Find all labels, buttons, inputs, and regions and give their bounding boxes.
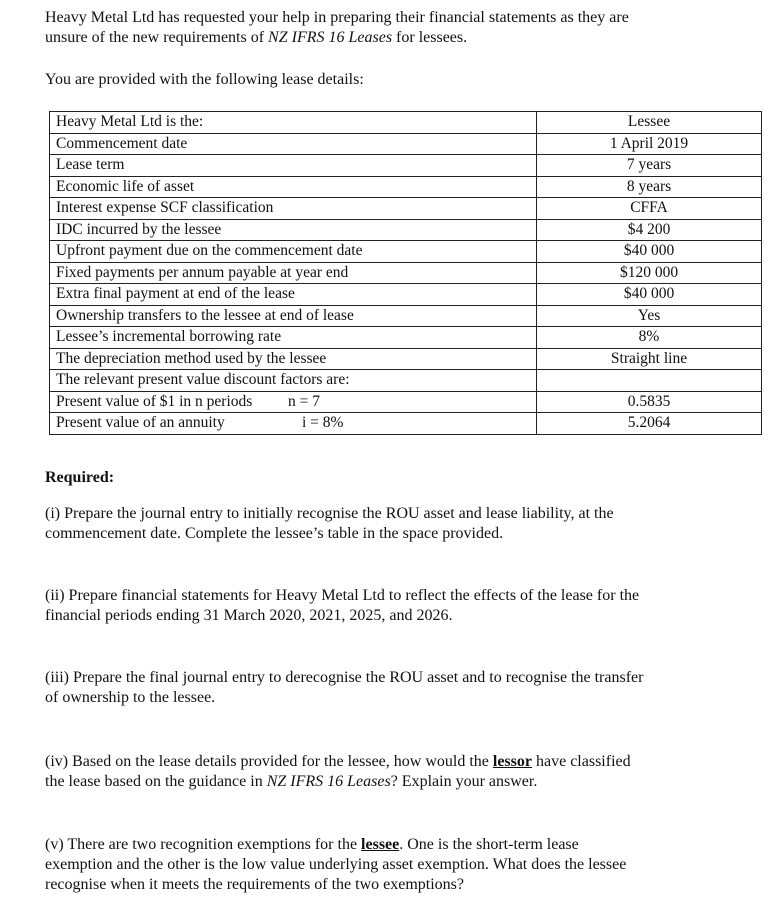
standard-name: NZ IFRS 16 Leases [268,29,393,46]
pv-factor-label-cell [50,413,537,435]
pv-factor-value: 5.2064 [537,413,762,435]
lease-detail-label: The depreciation method used by the lessee [50,348,537,370]
question-5-line-1-suffix: . One is the short-term lease [399,836,579,853]
question-5-line-1-prefix: (v) There are two recognition exemptions for the [45,836,362,853]
question-5 [45,835,745,895]
lease-table-row [50,155,762,177]
lease-table-row [50,370,762,392]
lease-detail-label: Fixed payments per annum payable at year end [50,262,537,284]
question-5-line-3: recognise when it meets the requirements of the two exemptions? [45,876,464,893]
lessor-emphasis: lessor [492,753,532,770]
lease-detail-label: Economic life of asset [50,176,537,198]
provided-text: You are provided with the following lease details: [45,71,364,88]
pv-factor-parameter: n = 7 [288,392,320,410]
pv-factor-label: Present value of $1 in n periods [56,392,253,410]
lease-detail-value: Yes [537,305,762,327]
lease-detail-label: IDC incurred by the lessee [50,219,537,241]
pv-factor-row [50,413,762,435]
intro-line-1: Heavy Metal Ltd has requested your help in preparing their financial statements as they are [45,9,629,26]
question-3-line-2: of ownership to the lessee. [45,689,216,706]
lessee-emphasis: lessee [361,836,400,853]
question-5-line-2: exemption and the other is the low value underlying asset exemption. What does the lessee [45,856,627,873]
lease-table-row [50,241,762,263]
pv-factor-label-cell [50,391,537,413]
lease-detail-value: CFFA [537,198,762,220]
lease-table-row [50,133,762,155]
lease-detail-value: Straight line [537,348,762,370]
question-2-line-1: (ii) Prepare financial statements for Heavy Metal Ltd to reflect the effects of the lease for the [45,587,640,604]
lease-table-row [50,219,762,241]
lease-detail-label: Interest expense SCF classification [50,198,537,220]
required-heading: Required: [45,469,115,486]
question-1 [45,504,745,544]
question-4-line-2-suffix: ? Explain your answer. [390,773,538,790]
lease-table-row [50,348,762,370]
question-3-line-1: (iii) Prepare the final journal entry to derecognise the ROU asset and to recognise the transfer [45,669,644,686]
question-3 [45,668,745,708]
question-2-line-2: financial periods ending 31 March 2020, 2021, 2025, and 2026. [45,607,453,624]
lease-detail-value: 8% [537,327,762,349]
question-1-line-2: commencement date. Complete the lessee’s table in the space provided. [45,525,504,542]
lease-table-row [50,262,762,284]
question-4-line-1-suffix: have classified [531,753,631,770]
question-1-line-1: (i) Prepare the journal entry to initially recognise the ROU asset and lease liability, at the [45,505,614,522]
lease-table-row [50,198,762,220]
lease-detail-value: $120 000 [537,262,762,284]
intro-line-2-suffix: for lessees. [392,29,468,46]
intro-paragraph [45,8,745,48]
lease-detail-label: The relevant present value discount factors are: [50,370,537,392]
lease-table-row [50,176,762,198]
lease-detail-label: Commencement date [50,133,537,155]
lease-detail-value: 1 April 2019 [537,133,762,155]
lease-detail-value: Lessee [537,112,762,134]
intro-line-2-prefix: unsure of the new requirements of [45,29,269,46]
lease-table-row [50,327,762,349]
lease-detail-value: $40 000 [537,241,762,263]
lease-detail-value [537,370,762,392]
lease-detail-label: Lease term [50,155,537,177]
question-4-line-2-prefix: the lease based on the guidance in [45,773,267,790]
lease-detail-value: 8 years [537,176,762,198]
standard-name: NZ IFRS 16 Leases [266,773,391,790]
question-4 [45,752,745,792]
pv-factor-label: Present value of an annuity [56,414,225,432]
lease-detail-label: Ownership transfers to the lessee at end of lease [50,305,537,327]
question-4-line-1-prefix: (iv) Based on the lease details provided for the lessee, how would the [45,753,493,770]
lease-detail-label: Extra final payment at end of the lease [50,284,537,306]
lease-detail-label: Heavy Metal Ltd is the: [50,112,537,134]
pv-factor-value: 0.5835 [537,391,762,413]
lease-details-table [49,111,762,435]
lease-detail-value: $40 000 [537,284,762,306]
question-2 [45,586,745,626]
lease-table-row [50,112,762,134]
lease-detail-value: 7 years [537,155,762,177]
pv-factor-row [50,391,762,413]
pv-factor-parameter: i = 8% [302,414,344,432]
lease-table-row [50,284,762,306]
lease-detail-label: Lessee’s incremental borrowing rate [50,327,537,349]
lease-table-row [50,305,762,327]
lease-detail-label: Upfront payment due on the commencement date [50,241,537,263]
lease-detail-value: $4 200 [537,219,762,241]
